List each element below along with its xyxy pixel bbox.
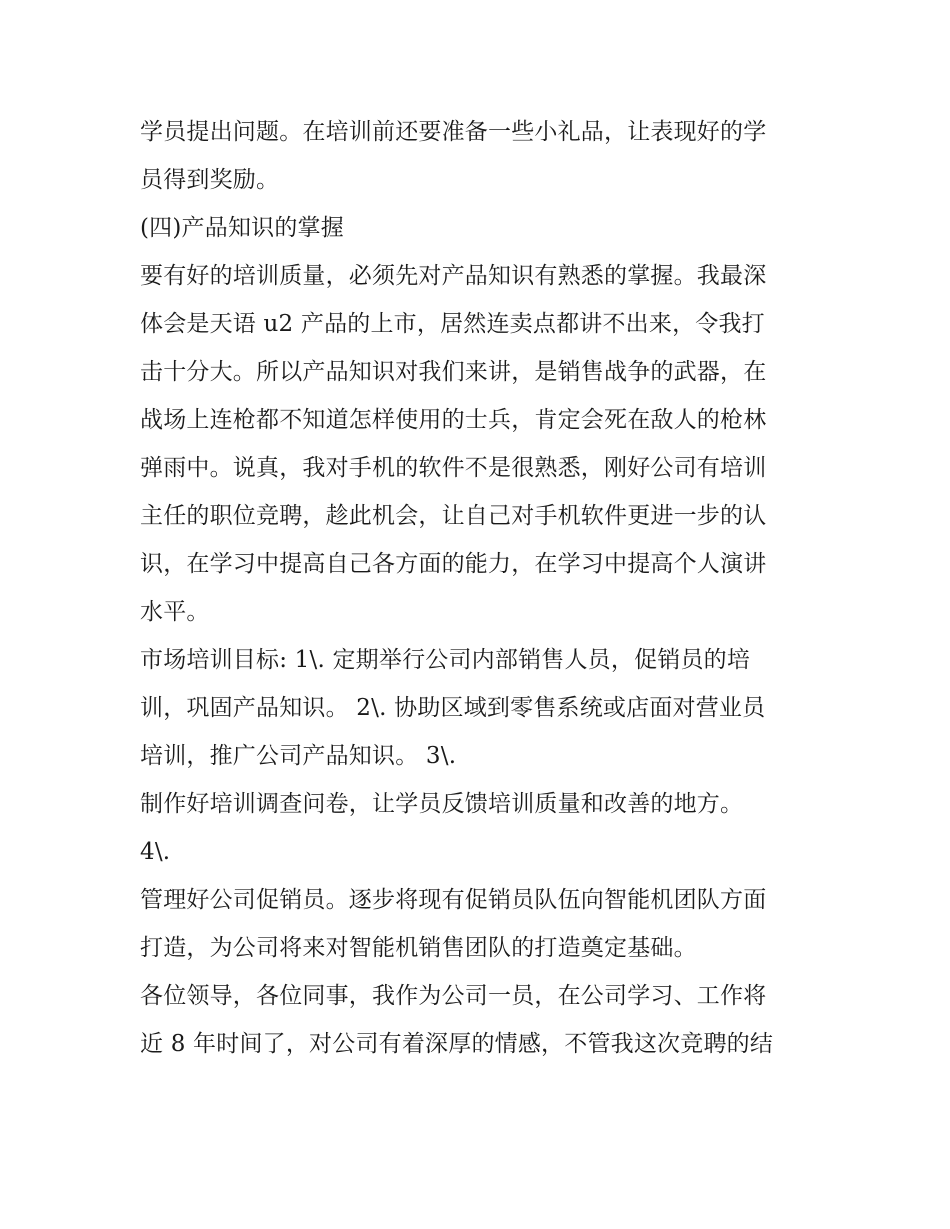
text-line: 管理好公司促销员。逐步将现有促销员队伍向智能机团队方面 — [140, 887, 767, 913]
document-page — [140, 108, 820, 1068]
text-line: 要有好的培训质量，必须先对产品知识有熟悉的掌握。我最深 — [140, 263, 767, 289]
text-line: 战场上连枪都不知道怎样使用的士兵，肯定会死在敌人的枪林 — [140, 407, 767, 433]
text-line: 训，巩固产品知识。 2\. 协助区域到零售系统或店面对营业员 — [140, 695, 766, 721]
text-line: 近 8 年时间了，对公司有着深厚的情感，不管我这次竞聘的结 — [140, 1031, 774, 1057]
text-line: 员得到奖励。 — [140, 167, 280, 193]
text-line: 体会是天语 u2 产品的上市，居然连卖点都讲不出来，令我打 — [140, 311, 765, 337]
text-line: 水平。 — [140, 599, 210, 625]
text-line: 打造，为公司将来对智能机销售团队的打造奠定基础。 — [140, 935, 697, 961]
text-line: 制作好培训调查问卷，让学员反馈培训质量和改善的地方。 — [140, 791, 744, 817]
text-line: 培训，推广公司产品知识。 3\. — [140, 743, 457, 769]
text-line: 4\. — [140, 839, 171, 865]
text-line: 弹雨中。说真，我对手机的软件不是很熟悉，刚好公司有培训 — [140, 455, 767, 481]
text-line: 各位领导，各位同事，我作为公司一员，在公司学习、工作将 — [140, 983, 767, 1009]
text-line: 识，在学习中提高自己各方面的能力，在学习中提高个人演讲 — [140, 551, 767, 577]
section-heading: (四)产品知识的掌握 — [140, 215, 344, 241]
text-line: 市场培训目标: 1\. 定期举行公司内部销售人员，促销员的培 — [140, 647, 751, 673]
text-line: 学员提出问题。在培训前还要准备一些小礼品，让表现好的学 — [140, 119, 767, 145]
text-line: 击十分大。所以产品知识对我们来讲，是销售战争的武器，在 — [140, 359, 767, 385]
text-line: 主任的职位竞聘，趁此机会，让自己对手机软件更进一步的认 — [140, 503, 767, 529]
